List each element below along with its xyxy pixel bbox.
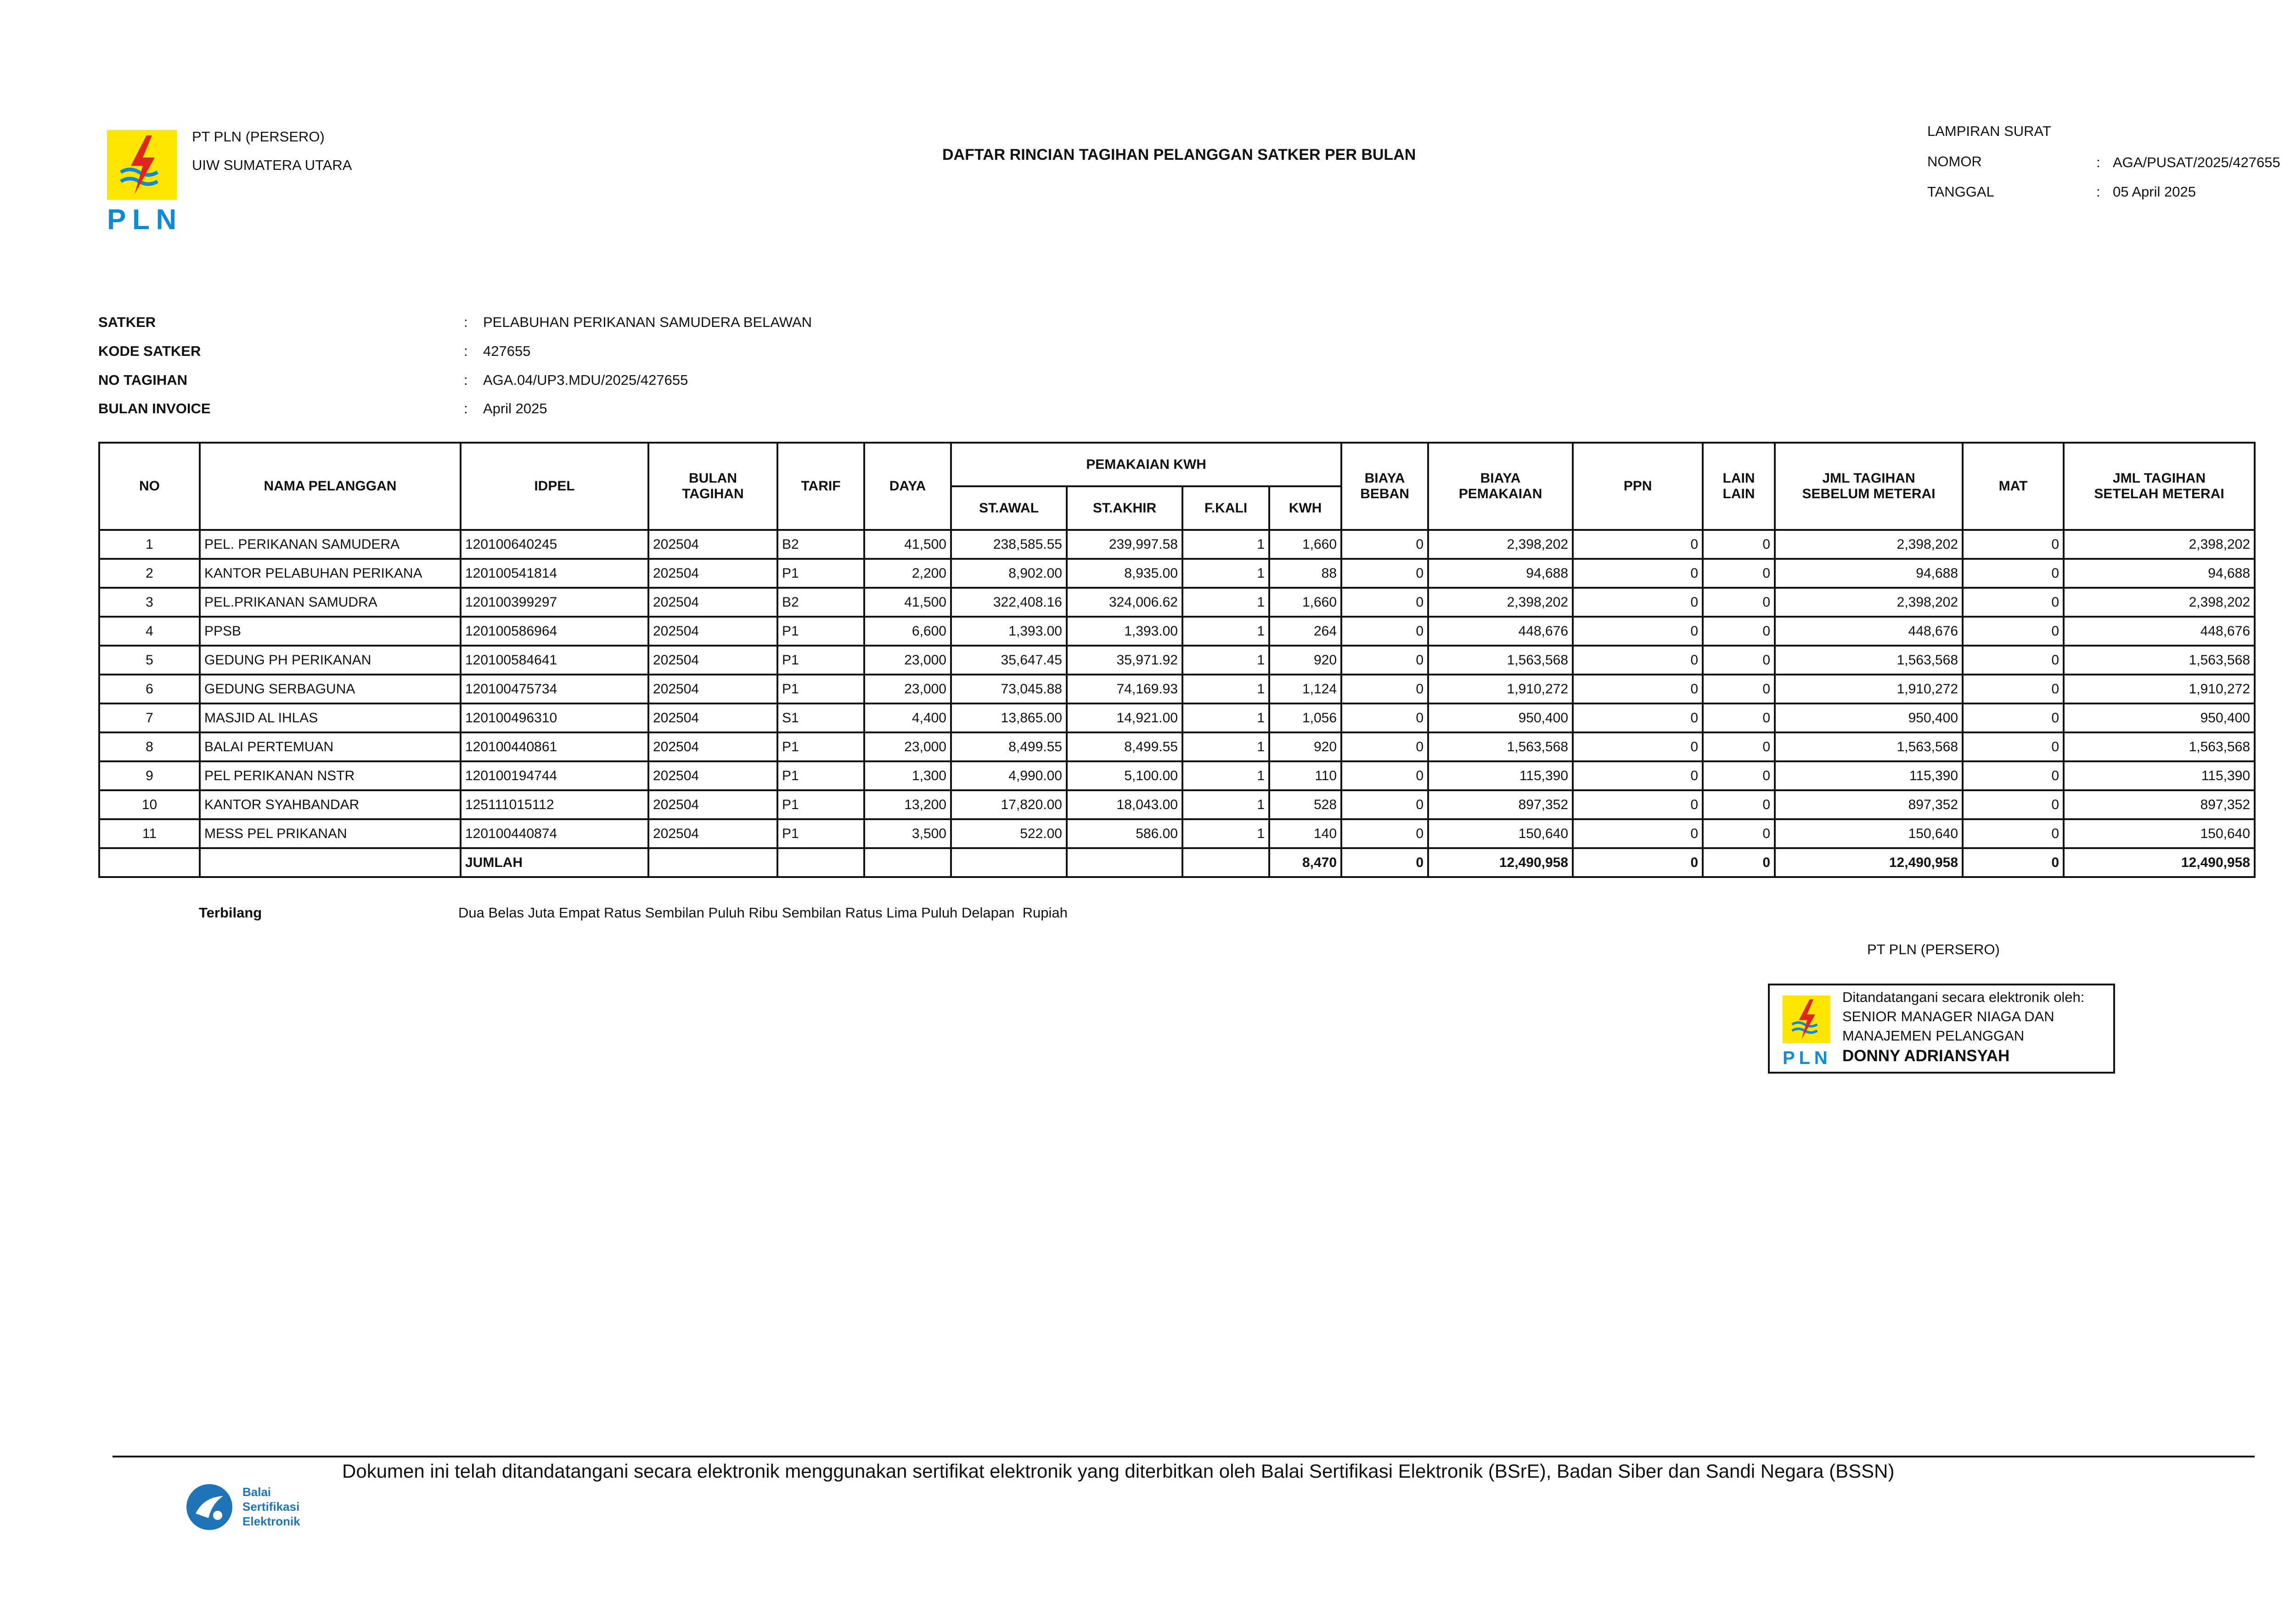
col-header-biaya-beban: [1341, 443, 1428, 530]
cell-jml-sebelum: 2,398,202: [1775, 588, 1963, 617]
cell-no: 7: [99, 703, 200, 732]
cell-ppn: 0: [1573, 732, 1703, 761]
cell-f-kali: 1: [1182, 819, 1269, 848]
cell-st-awal: 17,820.00: [951, 790, 1067, 819]
lightning-icon: [1783, 996, 1830, 1043]
cell-lain: 0: [1703, 819, 1775, 848]
cell-f-kali: 1: [1182, 703, 1269, 732]
cell-ppn: 0: [1573, 703, 1703, 732]
bsre-logo-line3: Elektronik: [242, 1514, 300, 1528]
cell-idpel: 120100496310: [461, 703, 648, 732]
cell-no: 1: [99, 530, 200, 559]
col-header-kwh: KWH: [1269, 486, 1341, 530]
table-row: [99, 588, 2255, 617]
cell-mat: 0: [1963, 617, 2064, 646]
cell-st-awal: 238,585.55: [951, 530, 1067, 559]
cell-bulan: 202504: [648, 732, 777, 761]
cell-st-awal: 522.00: [951, 819, 1067, 848]
cell-nama: MESS PEL PRIKANAN: [200, 819, 461, 848]
cell-bulan: 202504: [648, 530, 777, 559]
cell-lain: 0: [1703, 790, 1775, 819]
cell-mat: 0: [1963, 732, 2064, 761]
col-header-f-kali: F.KALI: [1182, 486, 1269, 530]
company-unit: UIW SUMATERA UTARA: [192, 157, 352, 173]
cell-jml-setelah: 897,352: [2064, 790, 2255, 819]
total-label: JUMLAH: [461, 848, 648, 877]
total-jml-sebelum: 12,490,958: [1775, 848, 1963, 877]
col-header-lain-line1: LAIN: [1722, 471, 1755, 486]
total-biaya-pemakaian: 12,490,958: [1428, 848, 1573, 877]
cell-biaya-beban: 0: [1341, 675, 1428, 703]
cell-jml-sebelum: 94,688: [1775, 559, 1963, 588]
cell-biaya-pemakaian: 1,910,272: [1428, 675, 1573, 703]
table-row: [99, 646, 2255, 675]
cell-lain: 0: [1703, 732, 1775, 761]
cell-biaya-pemakaian: 150,640: [1428, 819, 1573, 848]
cell-f-kali: 1: [1182, 732, 1269, 761]
cell-kwh: 110: [1269, 761, 1341, 790]
total-cell-empty: [864, 848, 951, 877]
cell-f-kali: 1: [1182, 588, 1269, 617]
table-row: [99, 675, 2255, 703]
cell-bulan: 202504: [648, 559, 777, 588]
total-cell-empty: [99, 848, 200, 877]
cell-bulan: 202504: [648, 790, 777, 819]
col-header-biaya-pemakaian-line2: PEMAKAIAN: [1458, 486, 1542, 501]
cell-kwh: 140: [1269, 819, 1341, 848]
table-row: [99, 703, 2255, 732]
cell-tarif: B2: [777, 588, 864, 617]
cell-ppn: 0: [1573, 559, 1703, 588]
table-row: [99, 559, 2255, 588]
bsre-logo-line1: Balai: [242, 1485, 271, 1499]
table-row: [99, 761, 2255, 790]
cell-jml-setelah: 2,398,202: [2064, 530, 2255, 559]
cell-mat: 0: [1963, 559, 2064, 588]
table-row: [99, 819, 2255, 848]
terbilang-value: Dua Belas Juta Empat Ratus Sembilan Puluh Ribu Sembilan Ratus Lima Puluh Delapan Rupiah: [458, 905, 1068, 921]
cell-biaya-beban: 0: [1341, 703, 1428, 732]
cell-lain: 0: [1703, 646, 1775, 675]
cell-jml-sebelum: 115,390: [1775, 761, 1963, 790]
cell-mat: 0: [1963, 675, 2064, 703]
cell-jml-sebelum: 1,563,568: [1775, 646, 1963, 675]
cell-lain: 0: [1703, 675, 1775, 703]
col-header-jml-sebelum: [1775, 443, 1963, 530]
cell-mat: 0: [1963, 761, 2064, 790]
total-cell-empty: [648, 848, 777, 877]
total-ppn: 0: [1573, 848, 1703, 877]
cell-idpel: 120100584641: [461, 646, 648, 675]
col-header-nama: NAMA PELANGGAN: [200, 443, 461, 530]
cell-biaya-pemakaian: 2,398,202: [1428, 588, 1573, 617]
total-lain: 0: [1703, 848, 1775, 877]
pln-logo-mark: [107, 130, 177, 200]
cell-ppn: 0: [1573, 819, 1703, 848]
cell-biaya-pemakaian: 115,390: [1428, 761, 1573, 790]
cell-bulan: 202504: [648, 617, 777, 646]
cell-kwh: 1,660: [1269, 530, 1341, 559]
cell-no: 4: [99, 617, 200, 646]
cell-bulan: 202504: [648, 703, 777, 732]
info-label-kode-satker: KODE SATKER: [98, 343, 201, 359]
lightning-icon: [107, 130, 177, 200]
cell-jml-sebelum: 2,398,202: [1775, 530, 1963, 559]
cell-biaya-beban: 0: [1341, 617, 1428, 646]
info-colon: :: [464, 343, 468, 359]
cell-jml-setelah: 2,398,202: [2064, 588, 2255, 617]
cell-biaya-beban: 0: [1341, 646, 1428, 675]
cell-tarif: P1: [777, 819, 864, 848]
cell-biaya-beban: 0: [1341, 559, 1428, 588]
cell-st-akhir: 586.00: [1067, 819, 1182, 848]
cell-lain: 0: [1703, 559, 1775, 588]
cell-tarif: P1: [777, 559, 864, 588]
cell-tarif: P1: [777, 761, 864, 790]
page-title: DAFTAR RINCIAN TAGIHAN PELANGGAN SATKER PER BULAN: [942, 146, 1416, 163]
tanggal-colon: :: [2096, 184, 2100, 200]
cell-jml-sebelum: 897,352: [1775, 790, 1963, 819]
cell-nama: GEDUNG SERBAGUNA: [200, 675, 461, 703]
cell-bulan: 202504: [648, 761, 777, 790]
cell-jml-sebelum: 150,640: [1775, 819, 1963, 848]
cell-ppn: 0: [1573, 646, 1703, 675]
cell-ppn: 0: [1573, 761, 1703, 790]
cell-no: 5: [99, 646, 200, 675]
total-row: [99, 848, 2255, 877]
cell-biaya-pemakaian: 950,400: [1428, 703, 1573, 732]
cell-biaya-pemakaian: 897,352: [1428, 790, 1573, 819]
cell-nama: PPSB: [200, 617, 461, 646]
cell-tarif: P1: [777, 675, 864, 703]
cell-st-akhir: 8,499.55: [1067, 732, 1182, 761]
cell-daya: 41,500: [864, 588, 951, 617]
col-header-biaya-beban-line1: BIAYA: [1364, 471, 1405, 486]
cell-idpel: 120100586964: [461, 617, 648, 646]
cell-biaya-pemakaian: 94,688: [1428, 559, 1573, 588]
cell-st-akhir: 14,921.00: [1067, 703, 1182, 732]
col-header-bulan-line1: BULAN: [689, 471, 737, 486]
cell-no: 9: [99, 761, 200, 790]
cell-mat: 0: [1963, 703, 2064, 732]
info-value-bulan-invoice: April 2025: [483, 400, 547, 416]
total-biaya-beban: 0: [1341, 848, 1428, 877]
cell-jml-sebelum: 1,910,272: [1775, 675, 1963, 703]
cell-kwh: 528: [1269, 790, 1341, 819]
cell-kwh: 920: [1269, 646, 1341, 675]
info-value-kode-satker: 427655: [483, 343, 531, 359]
col-header-st-awal: ST.AWAL: [951, 486, 1067, 530]
cell-nama: GEDUNG PH PERIKANAN: [200, 646, 461, 675]
cell-daya: 1,300: [864, 761, 951, 790]
cell-nama: KANTOR SYAHBANDAR: [200, 790, 461, 819]
nomor-value: AGA/PUSAT/2025/427655: [2113, 154, 2280, 170]
cell-biaya-beban: 0: [1341, 790, 1428, 819]
signature-pln-logo-text: PLN: [1783, 1048, 1832, 1068]
signature-line3: MANAJEMEN PELANGGAN: [1842, 1028, 2025, 1044]
cell-st-awal: 73,045.88: [951, 675, 1067, 703]
cell-lain: 0: [1703, 703, 1775, 732]
cell-f-kali: 1: [1182, 530, 1269, 559]
cell-no: 6: [99, 675, 200, 703]
billing-table: [98, 442, 2256, 878]
cell-jml-sebelum: 950,400: [1775, 703, 1963, 732]
info-label-no-tagihan: NO TAGIHAN: [98, 372, 188, 388]
col-header-biaya-pemakaian: [1428, 443, 1573, 530]
cell-idpel: 120100440861: [461, 732, 648, 761]
cell-st-akhir: 8,935.00: [1067, 559, 1182, 588]
col-header-biaya-beban-line2: BEBAN: [1360, 486, 1409, 501]
total-cell-empty: [1067, 848, 1182, 877]
pln-logo: [107, 130, 183, 236]
cell-st-akhir: 239,997.58: [1067, 530, 1182, 559]
info-value-no-tagihan: AGA.04/UP3.MDU/2025/427655: [483, 372, 688, 388]
table-row: [99, 790, 2255, 819]
cell-daya: 23,000: [864, 732, 951, 761]
footer-divider: [113, 1456, 2255, 1457]
cell-st-akhir: 1,393.00: [1067, 617, 1182, 646]
tanggal-value: 05 April 2025: [2113, 184, 2196, 200]
cell-f-kali: 1: [1182, 646, 1269, 675]
cell-f-kali: 1: [1182, 559, 1269, 588]
cell-mat: 0: [1963, 819, 2064, 848]
cell-jml-setelah: 950,400: [2064, 703, 2255, 732]
table-row: [99, 617, 2255, 646]
cell-biaya-pemakaian: 1,563,568: [1428, 646, 1573, 675]
cell-tarif: P1: [777, 646, 864, 675]
cell-st-akhir: 35,971.92: [1067, 646, 1182, 675]
cell-nama: KANTOR PELABUHAN PERIKANA: [200, 559, 461, 588]
cell-ppn: 0: [1573, 588, 1703, 617]
cell-f-kali: 1: [1182, 675, 1269, 703]
cell-no: 8: [99, 732, 200, 761]
cell-idpel: 125111015112: [461, 790, 648, 819]
total-cell-empty: [1182, 848, 1269, 877]
cell-biaya-pemakaian: 448,676: [1428, 617, 1573, 646]
cell-bulan: 202504: [648, 819, 777, 848]
cell-biaya-beban: 0: [1341, 819, 1428, 848]
cell-jml-sebelum: 1,563,568: [1775, 732, 1963, 761]
col-header-jml-setelah-line2: SETELAH METERAI: [2094, 486, 2224, 501]
total-mat: 0: [1963, 848, 2064, 877]
cell-idpel: 120100541814: [461, 559, 648, 588]
col-header-daya: DAYA: [864, 443, 951, 530]
col-header-st-akhir: ST.AKHIR: [1067, 486, 1182, 530]
cell-daya: 2,200: [864, 559, 951, 588]
cell-no: 2: [99, 559, 200, 588]
cell-st-awal: 322,408.16: [951, 588, 1067, 617]
cell-kwh: 88: [1269, 559, 1341, 588]
col-header-ppn: PPN: [1573, 443, 1703, 530]
cell-no: 11: [99, 819, 200, 848]
signature-box: [1768, 984, 2115, 1074]
cell-kwh: 1,660: [1269, 588, 1341, 617]
cell-lain: 0: [1703, 617, 1775, 646]
cell-st-awal: 13,865.00: [951, 703, 1067, 732]
cell-daya: 23,000: [864, 675, 951, 703]
cell-st-akhir: 324,006.62: [1067, 588, 1182, 617]
cell-jml-setelah: 448,676: [2064, 617, 2255, 646]
cell-tarif: P1: [777, 732, 864, 761]
cell-jml-setelah: 1,910,272: [2064, 675, 2255, 703]
footer-text: Dokumen ini telah ditandatangani secara elektronik menggunakan sertifikat elektronik yang diterbitkan oleh Balai Sertifikasi Elektronik (BSrE), Badan Siber dan Sandi Negara (BSSN): [342, 1460, 1895, 1482]
bsre-emblem-icon: [186, 1483, 233, 1531]
bsre-logo-line2: Sertifikasi: [242, 1500, 300, 1513]
cell-biaya-beban: 0: [1341, 588, 1428, 617]
cell-biaya-pemakaian: 2,398,202: [1428, 530, 1573, 559]
signature-company: PT PLN (PERSERO): [1867, 941, 2000, 957]
cell-jml-setelah: 1,563,568: [2064, 732, 2255, 761]
col-header-biaya-pemakaian-line1: BIAYA: [1480, 471, 1521, 486]
cell-tarif: S1: [777, 703, 864, 732]
company-name: PT PLN (PERSERO): [192, 129, 325, 145]
signature-line2: SENIOR MANAGER NIAGA DAN: [1842, 1008, 2054, 1024]
cell-no: 10: [99, 790, 200, 819]
cell-daya: 23,000: [864, 646, 951, 675]
signature-pln-logo-mark: [1783, 996, 1830, 1043]
col-header-jml-setelah-line1: JML TAGIHAN: [2112, 471, 2206, 486]
cell-no: 3: [99, 588, 200, 617]
total-cell-empty: [777, 848, 864, 877]
cell-ppn: 0: [1573, 675, 1703, 703]
col-header-jml-sebelum-line1: JML TAGIHAN: [1822, 471, 1915, 486]
col-header-idpel: IDPEL: [461, 443, 648, 530]
cell-ppn: 0: [1573, 790, 1703, 819]
nomor-colon: :: [2096, 154, 2100, 170]
cell-jml-setelah: 150,640: [2064, 819, 2255, 848]
cell-kwh: 1,124: [1269, 675, 1341, 703]
info-colon: :: [464, 372, 468, 388]
cell-ppn: 0: [1573, 617, 1703, 646]
cell-daya: 41,500: [864, 530, 951, 559]
cell-biaya-beban: 0: [1341, 761, 1428, 790]
info-label-bulan-invoice: BULAN INVOICE: [98, 400, 211, 416]
cell-ppn: 0: [1573, 530, 1703, 559]
tanggal-label: TANGGAL: [1927, 184, 1994, 200]
cell-bulan: 202504: [648, 675, 777, 703]
cell-lain: 0: [1703, 761, 1775, 790]
lampiran-label: LAMPIRAN SURAT: [1927, 123, 2051, 139]
cell-biaya-beban: 0: [1341, 732, 1428, 761]
cell-tarif: B2: [777, 530, 864, 559]
cell-st-awal: 4,990.00: [951, 761, 1067, 790]
cell-lain: 0: [1703, 588, 1775, 617]
cell-jml-sebelum: 448,676: [1775, 617, 1963, 646]
cell-st-akhir: 18,043.00: [1067, 790, 1182, 819]
col-header-lain: [1703, 443, 1775, 530]
total-jml-setelah: 12,490,958: [2064, 848, 2255, 877]
col-header-mat: MAT: [1963, 443, 2064, 530]
col-header-pemakaian: PEMAKAIAN KWH: [951, 443, 1341, 486]
cell-nama: PEL.PRIKANAN SAMUDRA: [200, 588, 461, 617]
cell-idpel: 120100440874: [461, 819, 648, 848]
cell-st-awal: 8,902.00: [951, 559, 1067, 588]
col-header-jml-sebelum-line2: SEBELUM METERAI: [1802, 486, 1936, 501]
cell-mat: 0: [1963, 530, 2064, 559]
info-colon: :: [464, 314, 468, 330]
table-body: [99, 530, 2255, 848]
cell-f-kali: 1: [1182, 617, 1269, 646]
cell-mat: 0: [1963, 790, 2064, 819]
cell-st-awal: 8,499.55: [951, 732, 1067, 761]
cell-tarif: P1: [777, 790, 864, 819]
cell-st-akhir: 5,100.00: [1067, 761, 1182, 790]
cell-jml-setelah: 94,688: [2064, 559, 2255, 588]
cell-biaya-beban: 0: [1341, 530, 1428, 559]
cell-bulan: 202504: [648, 646, 777, 675]
col-header-no: NO: [99, 443, 200, 530]
signature-pln-logo: [1783, 996, 1833, 1069]
cell-idpel: 120100194744: [461, 761, 648, 790]
cell-biaya-pemakaian: 1,563,568: [1428, 732, 1573, 761]
col-header-bulan: [648, 443, 777, 530]
cell-tarif: P1: [777, 617, 864, 646]
cell-kwh: 1,056: [1269, 703, 1341, 732]
cell-mat: 0: [1963, 646, 2064, 675]
signature-name: DONNY ADRIANSYAH: [1842, 1047, 2010, 1065]
cell-st-akhir: 74,169.93: [1067, 675, 1182, 703]
info-colon: :: [464, 400, 468, 416]
signature-line1: Ditandatangani secara elektronik oleh:: [1842, 989, 2085, 1005]
cell-idpel: 120100475734: [461, 675, 648, 703]
cell-f-kali: 1: [1182, 761, 1269, 790]
cell-daya: 6,600: [864, 617, 951, 646]
cell-daya: 4,400: [864, 703, 951, 732]
cell-st-awal: 1,393.00: [951, 617, 1067, 646]
terbilang-label: Terbilang: [199, 905, 262, 921]
col-header-lain-line2: LAIN: [1722, 486, 1755, 501]
cell-nama: PEL. PERIKANAN SAMUDERA: [200, 530, 461, 559]
cell-kwh: 264: [1269, 617, 1341, 646]
table-row: [99, 732, 2255, 761]
cell-daya: 3,500: [864, 819, 951, 848]
cell-lain: 0: [1703, 530, 1775, 559]
cell-bulan: 202504: [648, 588, 777, 617]
cell-f-kali: 1: [1182, 790, 1269, 819]
cell-nama: BALAI PERTEMUAN: [200, 732, 461, 761]
nomor-label: NOMOR: [1927, 153, 1982, 169]
cell-idpel: 120100640245: [461, 530, 648, 559]
cell-mat: 0: [1963, 588, 2064, 617]
col-header-tarif: TARIF: [777, 443, 864, 530]
total-cell-empty: [200, 848, 461, 877]
info-label-satker: SATKER: [98, 314, 156, 330]
cell-st-awal: 35,647.45: [951, 646, 1067, 675]
cell-jml-setelah: 1,563,568: [2064, 646, 2255, 675]
bsre-logo: [186, 1483, 323, 1534]
col-header-bulan-line2: TAGIHAN: [682, 486, 744, 501]
cell-kwh: 920: [1269, 732, 1341, 761]
cell-jml-setelah: 115,390: [2064, 761, 2255, 790]
info-value-satker: PELABUHAN PERIKANAN SAMUDERA BELAWAN: [483, 314, 812, 330]
cell-nama: MASJID AL IHLAS: [200, 703, 461, 732]
cell-idpel: 120100399297: [461, 588, 648, 617]
cell-nama: PEL PERIKANAN NSTR: [200, 761, 461, 790]
table-row: [99, 530, 2255, 559]
pln-logo-text: PLN: [107, 204, 183, 236]
cell-daya: 13,200: [864, 790, 951, 819]
total-cell-empty: [951, 848, 1067, 877]
total-kwh: 8,470: [1269, 848, 1341, 877]
col-header-jml-setelah: [2064, 443, 2255, 530]
